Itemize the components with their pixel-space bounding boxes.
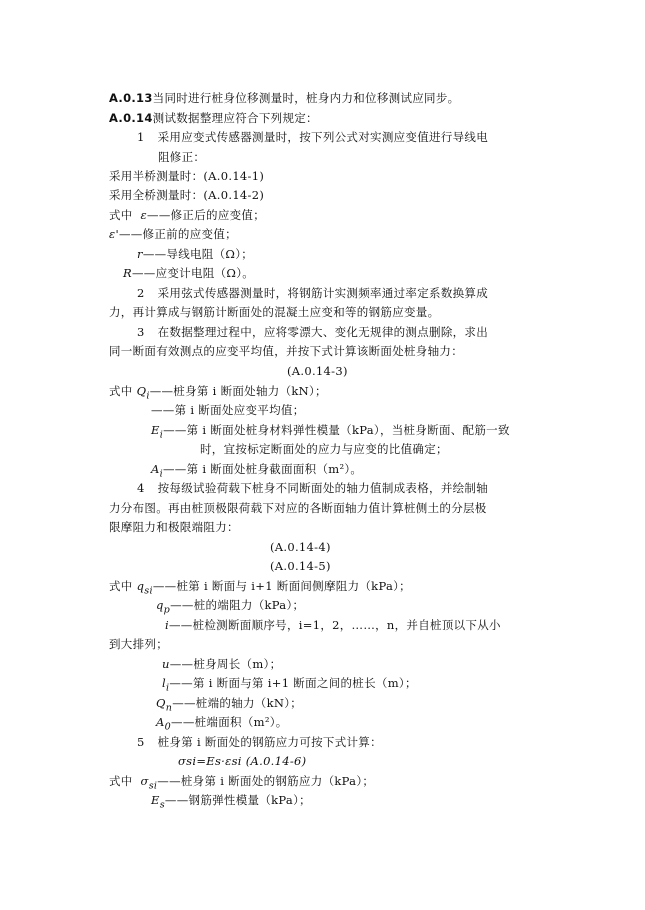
where-line: 式中 $\sigma_{si}——$桩身第 i 断面处的钢筋应力（kPa）； [109, 774, 375, 792]
symbol: q [136, 579, 145, 593]
where-line: ε'——修正前的应变值； [109, 227, 237, 241]
symbol: E [151, 423, 160, 437]
item-number: 5 [137, 735, 145, 749]
where-line: $q_p——$桩的端阻力（kPa）； [156, 598, 305, 616]
item-1-line-2: 阻修正： [158, 150, 206, 164]
symbol: ε' [109, 227, 119, 241]
symbol: Q [136, 384, 147, 398]
item-4-line-2: 力分布图。再由桩顶极限荷载下对应的各断面轴力值计算桩侧土的分层极 [109, 501, 487, 515]
clause-number: A.0.13 [109, 91, 153, 105]
item-1-line-1: 1 采用应变式传感器测量时，按下列公式对实测应变值进行导线电 [137, 130, 489, 144]
where-line: $E_s——$钢筋弹性模量（kPa）； [151, 793, 311, 811]
clause-a013 [109, 90, 459, 106]
where-line: R——应变计电阻（Ω）。 [123, 266, 255, 280]
where-line: u——桩身周长（m）； [162, 657, 282, 671]
symbol: A [151, 462, 160, 476]
where-line: 式中 ε——修正后的应变值； [109, 208, 266, 222]
where-line-continued: 到大排列； [109, 637, 168, 651]
clause-number: A.0.14 [109, 111, 153, 125]
equation-number: (A.0.14-5) [270, 559, 331, 573]
where-line: ——第 i 断面处应变平均值； [151, 403, 305, 417]
where-line: $E_i——$第 i 断面处桩身材料弹性模量（kPa），当桩身断面、配筋一致 [151, 423, 510, 441]
formula-half-bridge: 采用半桥测量时：(A.0.14-1) [109, 169, 265, 183]
symbol: ε [140, 208, 148, 222]
equation-steel-stress: σsi=Es·εsi (A.0.14-6) [178, 754, 307, 768]
where-line: $Q_n——$桩端的轴力（kN）； [156, 696, 303, 714]
clause-a014 [109, 110, 318, 126]
symbol: l [162, 676, 166, 690]
where-line: 式中 $Q_i——$桩身第 i 断面处轴力（kN）； [109, 384, 327, 402]
item-4-line-3: 限摩阻力和极限端阻力： [109, 520, 239, 534]
item-number: 4 [137, 481, 145, 495]
where-line: i——桩检测断面顺序号，i=1，2，……，n，并自桩顶以下从小 [165, 618, 501, 632]
where-line: 式中 $q_{si}——$桩第 i 断面与 i+1 断面间侧摩阻力（kPa）； [109, 579, 411, 597]
where-line: $l_i——$第 i 断面与第 i+1 断面之间的桩长（m）； [162, 676, 417, 694]
item-2-line-2: 力，再计算成与钢筋计断面处的混凝土应变和等的钢筋应变量。 [109, 305, 440, 319]
equation-number: (A.0.14-3) [287, 364, 348, 378]
symbol: E [151, 793, 160, 807]
item-number: 2 [137, 286, 145, 300]
formula-full-bridge: 采用全桥测量时：(A.0.14-2) [109, 188, 265, 202]
where-line: r——导线电阻（Ω）； [137, 247, 254, 261]
item-number: 1 [137, 130, 145, 144]
symbol: A [156, 715, 165, 729]
symbol: r [137, 247, 143, 261]
clause-text: 测试数据整理应符合下列规定： [152, 111, 318, 125]
symbol: Q [156, 696, 166, 710]
item-3-line-2: 同一断面有效测点的应变平均值，并按下式计算该断面处桩身轴力： [109, 344, 463, 358]
where-line: $A_0——$桩端面积（m²）。 [156, 715, 288, 733]
item-3-line-1: 3 在数据整理过程中，应将零漂大、变化无规律的测点删除，求出 [137, 325, 489, 339]
item-2-line-1: 2 采用弦式传感器测量时，将钢筋计实测频率通过率定系数换算成 [137, 286, 489, 300]
symbol: i [165, 618, 169, 632]
symbol: σ [140, 774, 149, 788]
clause-text: 当同时进行桩身位移测量时，桩身内力和位移测试应同步。 [152, 91, 460, 105]
symbol: u [162, 657, 170, 671]
where-line-continued: 时，宜按标定断面处的应力与应变的比值确定； [200, 442, 448, 456]
symbol: q [156, 598, 164, 612]
where-line: $A_i——$第 i 断面处桩身截面面积（m²）。 [151, 462, 363, 480]
symbol: R [123, 266, 132, 280]
item-4-line-1: 4 按每级试验荷载下桩身不同断面处的轴力值制成表格，并绘制轴 [137, 481, 489, 495]
equation-number: (A.0.14-4) [270, 540, 331, 554]
item-5-line-1: 5 桩身第 i 断面处的钢筋应力可按下式计算： [137, 735, 382, 749]
item-number: 3 [137, 325, 145, 339]
